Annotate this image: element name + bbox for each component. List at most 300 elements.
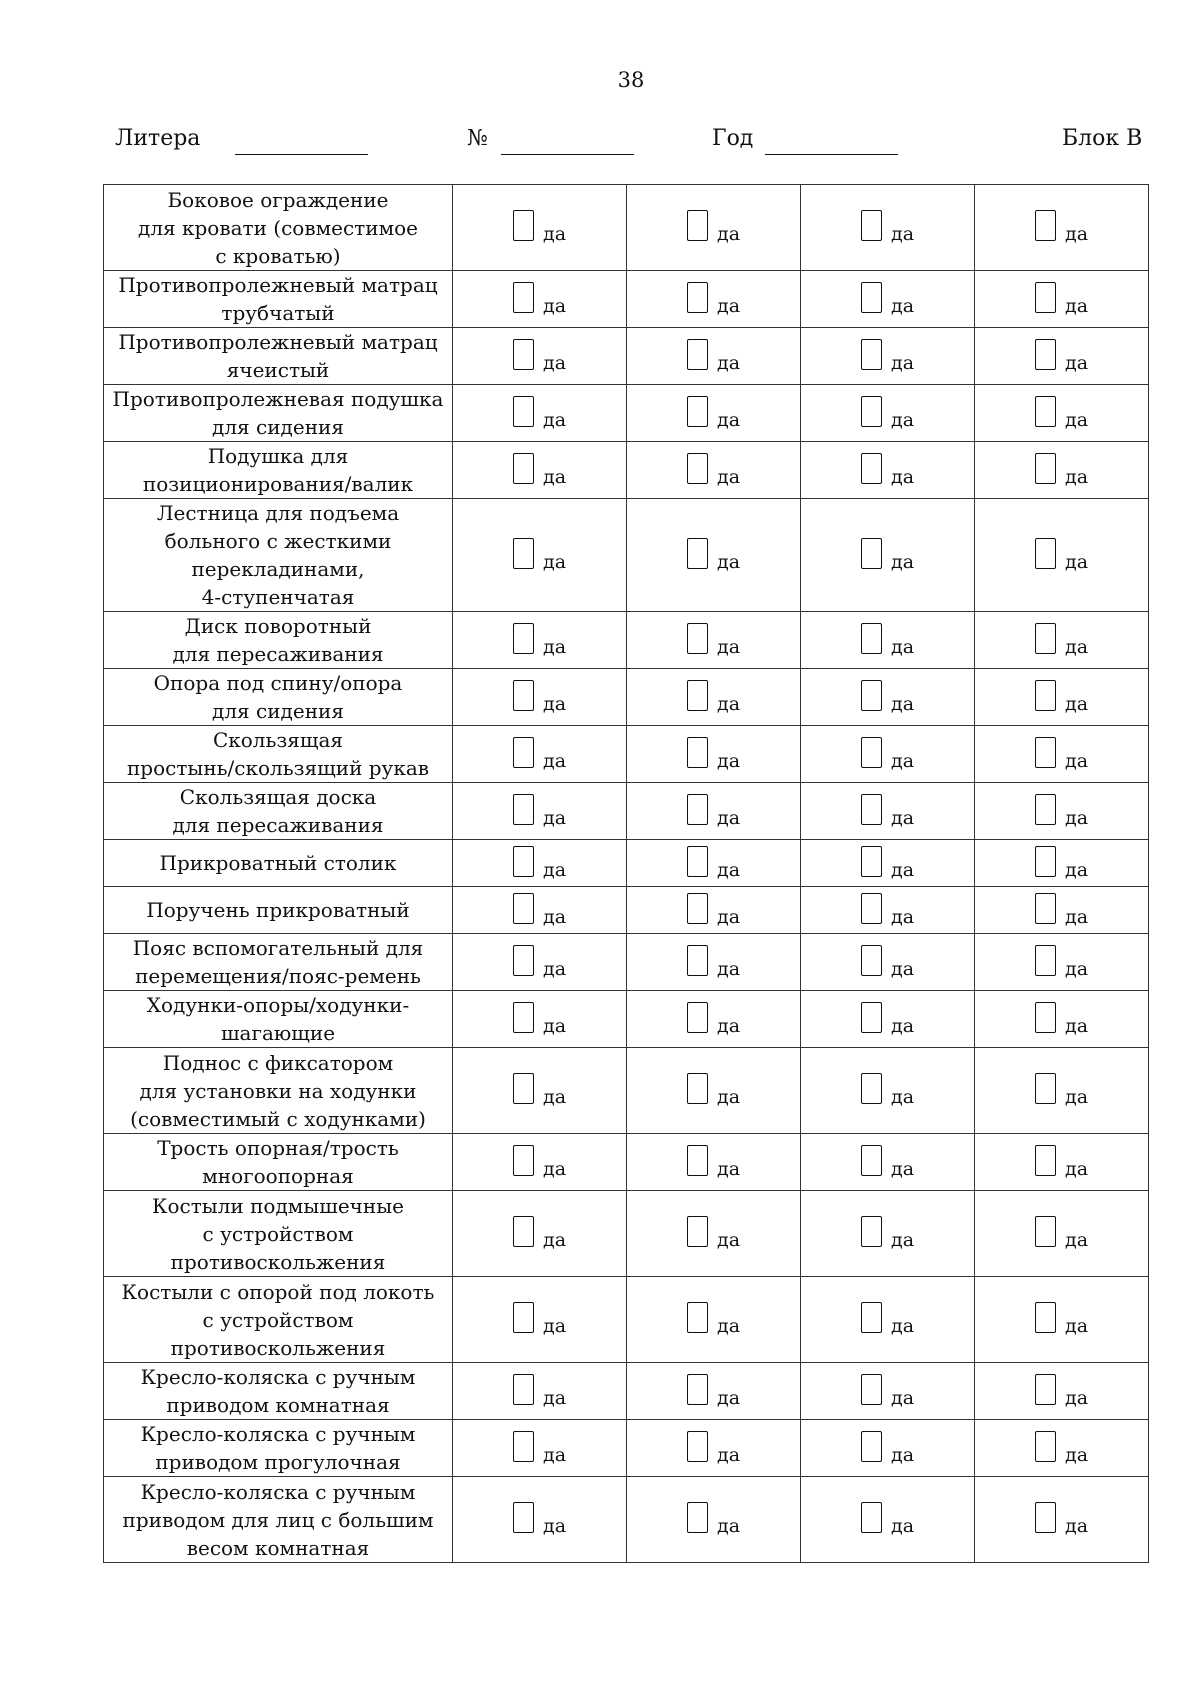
checkbox-square[interactable] [861, 1502, 882, 1533]
table-row [104, 840, 1149, 887]
yes-checkbox[interactable] [687, 1002, 741, 1037]
checkbox-label: да [717, 465, 741, 488]
yes-checkbox[interactable] [861, 1073, 915, 1108]
checkbox-label: да [543, 806, 567, 829]
yes-checkbox[interactable] [687, 538, 741, 573]
check-cell [627, 271, 801, 328]
item-name [104, 726, 453, 783]
checkbox-square[interactable] [687, 1216, 708, 1247]
checkbox-square[interactable] [513, 282, 534, 313]
checkbox-square[interactable] [861, 1002, 882, 1033]
checkbox-label: да [543, 957, 567, 980]
checkbox-square[interactable] [687, 453, 708, 484]
checkbox-square[interactable] [687, 1502, 708, 1533]
checkbox-square[interactable] [861, 737, 882, 768]
yes-checkbox[interactable] [1035, 1502, 1089, 1537]
yes-checkbox[interactable] [687, 794, 741, 829]
checkbox-square[interactable] [1035, 1216, 1056, 1247]
yes-checkbox[interactable] [513, 1302, 567, 1337]
yes-checkbox[interactable] [861, 538, 915, 573]
check-cell [801, 442, 975, 499]
yes-checkbox[interactable] [687, 846, 741, 881]
checkbox-square[interactable] [513, 893, 534, 924]
checkbox-square[interactable] [687, 1002, 708, 1033]
checkbox-square[interactable] [513, 1145, 534, 1176]
yes-checkbox[interactable] [1035, 623, 1089, 658]
checkbox-label: да [1065, 957, 1089, 980]
checkbox-square[interactable] [1035, 282, 1056, 313]
checkbox-label: да [543, 635, 567, 658]
check-cell [627, 1477, 801, 1563]
checkbox-square[interactable] [513, 1002, 534, 1033]
yes-checkbox[interactable] [513, 282, 567, 317]
yes-checkbox[interactable] [1035, 538, 1089, 573]
checkbox-label: да [891, 550, 915, 573]
item-name-line: для пересаживания [172, 642, 384, 666]
check-cell [975, 783, 1149, 840]
checkbox-square[interactable] [513, 453, 534, 484]
yes-checkbox[interactable] [687, 282, 741, 317]
checkbox-label: да [717, 550, 741, 573]
yes-checkbox[interactable] [1035, 680, 1089, 715]
table-row [104, 887, 1149, 934]
checkbox-label: да [1065, 351, 1089, 374]
checkbox-label: да [891, 1315, 915, 1337]
checkbox-square[interactable] [861, 893, 882, 924]
yes-checkbox[interactable] [687, 1302, 741, 1337]
checkbox-label: да [891, 294, 915, 317]
yes-checkbox[interactable] [1035, 1431, 1089, 1466]
item-name [104, 840, 453, 887]
checkbox-square[interactable] [861, 794, 882, 825]
checkbox-label: да [891, 1086, 915, 1108]
item-name [104, 991, 453, 1048]
checkbox-square[interactable] [861, 396, 882, 427]
checkbox-label: да [717, 1386, 741, 1409]
checkbox-square[interactable] [687, 623, 708, 654]
checkbox-square[interactable] [861, 846, 882, 877]
yes-checkbox[interactable] [1035, 1216, 1089, 1251]
table-row [104, 1048, 1149, 1134]
yes-checkbox[interactable] [687, 1145, 741, 1180]
checkbox-square[interactable] [687, 1145, 708, 1176]
yes-checkbox[interactable] [513, 680, 567, 715]
yes-checkbox[interactable] [513, 339, 567, 374]
checkbox-square[interactable] [1035, 794, 1056, 825]
checkbox-square[interactable] [861, 1431, 882, 1462]
yes-checkbox[interactable] [687, 1073, 741, 1108]
checkbox-square[interactable] [687, 1073, 708, 1104]
item-name-line: Прикроватный столик [159, 851, 397, 875]
checkbox-square[interactable] [1035, 1145, 1056, 1176]
checkbox-square[interactable] [513, 1431, 534, 1462]
check-cell [975, 669, 1149, 726]
checkbox-square[interactable] [861, 623, 882, 654]
check-cell [801, 726, 975, 783]
yes-checkbox[interactable] [687, 1502, 741, 1537]
yes-checkbox[interactable] [861, 794, 915, 829]
checkbox-square[interactable] [687, 396, 708, 427]
item-name-line: Диск поворотный [184, 614, 372, 638]
yes-checkbox[interactable] [861, 1374, 915, 1409]
checkbox-square[interactable] [513, 794, 534, 825]
checkbox-label: да [717, 957, 741, 980]
check-cell [975, 1477, 1149, 1563]
yes-checkbox[interactable] [687, 737, 741, 772]
item-name-line: с кроватью) [215, 243, 341, 268]
yes-checkbox[interactable] [1035, 282, 1089, 317]
item-name-line: Ходунки-опоры/ходунки- [146, 993, 410, 1017]
checkbox-label: да [891, 749, 915, 772]
checkbox-square[interactable] [687, 538, 708, 569]
item-name [104, 887, 453, 934]
yes-checkbox[interactable] [861, 1431, 915, 1466]
checkbox-label: да [717, 1157, 741, 1180]
checkbox-square[interactable] [861, 282, 882, 313]
check-cell [453, 1477, 627, 1563]
check-cell [453, 1191, 627, 1277]
yes-checkbox[interactable] [513, 846, 567, 881]
check-cell [975, 612, 1149, 669]
checkbox-square[interactable] [1035, 1073, 1056, 1104]
item-name-line: Противопролежневый матрац [118, 330, 438, 354]
check-cell [975, 887, 1149, 934]
yes-checkbox[interactable] [861, 846, 915, 881]
check-cell [975, 328, 1149, 385]
table-body [104, 185, 1149, 1563]
checkbox-square[interactable] [513, 339, 534, 370]
checkbox-square[interactable] [861, 453, 882, 484]
checkbox-square[interactable] [513, 623, 534, 654]
check-cell [801, 1477, 975, 1563]
item-name-line: 4-ступенчатая [201, 585, 355, 609]
checkbox-square[interactable] [513, 737, 534, 768]
checkbox-square[interactable] [861, 1216, 882, 1247]
check-cell [627, 726, 801, 783]
checkbox-square[interactable] [513, 396, 534, 427]
checkbox-square[interactable] [1035, 846, 1056, 877]
yes-checkbox[interactable] [1035, 1374, 1089, 1409]
check-cell [627, 783, 801, 840]
yes-checkbox[interactable] [687, 893, 741, 928]
checkbox-label: да [1065, 1086, 1089, 1108]
litera-label: Литера [115, 126, 201, 151]
checkbox-label: да [1065, 858, 1089, 881]
block-label: Блок В [1062, 126, 1143, 151]
yes-checkbox[interactable] [1035, 210, 1089, 245]
yes-checkbox[interactable] [687, 1216, 741, 1251]
checkbox-square[interactable] [861, 1145, 882, 1176]
checkbox-label: да [1065, 550, 1089, 573]
checkbox-square[interactable] [513, 1502, 534, 1533]
yes-checkbox[interactable] [513, 396, 567, 431]
checkbox-square[interactable] [861, 680, 882, 711]
table-row [104, 442, 1149, 499]
number-label: № [467, 126, 488, 151]
check-cell [975, 1420, 1149, 1477]
checkbox-square[interactable] [1035, 1002, 1056, 1033]
yes-checkbox[interactable] [861, 1145, 915, 1180]
checkbox-square[interactable] [1035, 339, 1056, 370]
checkbox-square[interactable] [687, 893, 708, 924]
checkbox-square[interactable] [1035, 680, 1056, 711]
checkbox-label: да [1065, 1157, 1089, 1180]
checkbox-square[interactable] [1035, 210, 1056, 241]
item-name [104, 442, 453, 499]
yes-checkbox[interactable] [513, 945, 567, 980]
checkbox-label: да [543, 749, 567, 772]
yes-checkbox[interactable] [1035, 794, 1089, 829]
checkbox-label: да [1065, 1229, 1089, 1251]
item-name [104, 185, 453, 271]
check-cell [453, 669, 627, 726]
check-cell [801, 991, 975, 1048]
checkbox-square[interactable] [861, 210, 882, 241]
item-name [104, 1191, 453, 1277]
item-name-line: для установки на ходунки [139, 1078, 417, 1103]
checkbox-label: да [891, 905, 915, 928]
table-row [104, 612, 1149, 669]
yes-checkbox[interactable] [513, 1374, 567, 1409]
check-cell [975, 934, 1149, 991]
yes-checkbox[interactable] [687, 1431, 741, 1466]
yes-checkbox[interactable] [861, 396, 915, 431]
checkbox-label: да [891, 465, 915, 488]
checkbox-square[interactable] [513, 1216, 534, 1247]
checkbox-square[interactable] [1035, 1302, 1056, 1333]
check-cell [975, 1191, 1149, 1277]
check-cell [627, 887, 801, 934]
item-name-line: с устройством [202, 1221, 354, 1246]
litera-field[interactable] [235, 154, 368, 155]
item-name-line: Трость опорная/трость [157, 1136, 399, 1160]
check-cell [627, 1363, 801, 1420]
checkbox-square[interactable] [861, 538, 882, 569]
table-row [104, 1477, 1149, 1563]
checkbox-label: да [717, 1443, 741, 1466]
checkbox-label: да [543, 1515, 567, 1537]
checkbox-square[interactable] [687, 1431, 708, 1462]
checkbox-label: да [891, 1443, 915, 1466]
item-name-line: для сидения [212, 699, 344, 723]
yes-checkbox[interactable] [1035, 1302, 1089, 1337]
yes-checkbox[interactable] [1035, 1073, 1089, 1108]
yes-checkbox[interactable] [513, 794, 567, 829]
yes-checkbox[interactable] [1035, 945, 1089, 980]
checkbox-square[interactable] [1035, 623, 1056, 654]
yes-checkbox[interactable] [1035, 1145, 1089, 1180]
checkbox-label: да [717, 858, 741, 881]
yes-checkbox[interactable] [513, 1502, 567, 1537]
checkbox-square[interactable] [513, 210, 534, 241]
item-name-line: Поручень прикроватный [146, 898, 410, 922]
checkbox-label: да [543, 1157, 567, 1180]
checkbox-square[interactable] [687, 282, 708, 313]
checkbox-square[interactable] [861, 1302, 882, 1333]
yes-checkbox[interactable] [861, 680, 915, 715]
checkbox-label: да [543, 408, 567, 431]
yes-checkbox[interactable] [861, 1302, 915, 1337]
item-name-line: (совместимый с ходунками) [130, 1106, 426, 1131]
yes-checkbox[interactable] [687, 396, 741, 431]
check-cell [627, 185, 801, 271]
item-name-line: перекладинами, [191, 557, 365, 581]
item-name-line: Лестница для подъема [156, 501, 400, 525]
check-cell [801, 887, 975, 934]
yes-checkbox[interactable] [513, 1145, 567, 1180]
yes-checkbox[interactable] [1035, 737, 1089, 772]
checkbox-square[interactable] [861, 1374, 882, 1405]
yes-checkbox[interactable] [513, 1216, 567, 1251]
checkbox-label: да [717, 223, 741, 245]
checkbox-square[interactable] [1035, 945, 1056, 976]
checkbox-label: да [891, 858, 915, 881]
checkbox-square[interactable] [687, 1374, 708, 1405]
checkbox-label: да [717, 1229, 741, 1251]
checkbox-square[interactable] [687, 794, 708, 825]
table-row [104, 271, 1149, 328]
checkbox-square[interactable] [1035, 453, 1056, 484]
yes-checkbox[interactable] [1035, 893, 1089, 928]
yes-checkbox[interactable] [513, 453, 567, 488]
checkbox-square[interactable] [513, 1073, 534, 1104]
check-cell [801, 1420, 975, 1477]
checkbox-square[interactable] [861, 339, 882, 370]
yes-checkbox[interactable] [1035, 846, 1089, 881]
item-name-line: Скользящая доска [179, 785, 377, 809]
check-cell [975, 726, 1149, 783]
check-cell [975, 271, 1149, 328]
checkbox-label: да [891, 1157, 915, 1180]
yes-checkbox[interactable] [861, 623, 915, 658]
check-cell [453, 1277, 627, 1363]
year-field[interactable] [765, 154, 898, 155]
yes-checkbox[interactable] [861, 893, 915, 928]
yes-checkbox[interactable] [861, 1002, 915, 1037]
yes-checkbox[interactable] [861, 282, 915, 317]
item-name-line: Пояс вспомогательный для [132, 936, 424, 960]
table-row [104, 991, 1149, 1048]
yes-checkbox[interactable] [687, 339, 741, 374]
item-name [104, 328, 453, 385]
yes-checkbox[interactable] [513, 737, 567, 772]
checkbox-label: да [717, 749, 741, 772]
yes-checkbox[interactable] [513, 893, 567, 928]
checkbox-square[interactable] [1035, 893, 1056, 924]
check-cell [975, 442, 1149, 499]
yes-checkbox[interactable] [513, 623, 567, 658]
checkbox-label: да [891, 957, 915, 980]
year-label: Год [712, 126, 754, 151]
checkbox-label: да [891, 351, 915, 374]
checkbox-label: да [1065, 749, 1089, 772]
yes-checkbox[interactable] [513, 1073, 567, 1108]
checkbox-square[interactable] [1035, 538, 1056, 569]
yes-checkbox[interactable] [687, 1374, 741, 1409]
yes-checkbox[interactable] [687, 623, 741, 658]
checkbox-label: да [543, 905, 567, 928]
yes-checkbox[interactable] [861, 210, 915, 245]
yes-checkbox[interactable] [861, 1216, 915, 1251]
checkbox-square[interactable] [513, 538, 534, 569]
table-row [104, 1134, 1149, 1191]
checkbox-square[interactable] [687, 680, 708, 711]
yes-checkbox[interactable] [687, 210, 741, 245]
checkbox-square[interactable] [1035, 1431, 1056, 1462]
checkbox-square[interactable] [1035, 1374, 1056, 1405]
checkbox-square[interactable] [513, 846, 534, 877]
checkbox-label: да [891, 806, 915, 829]
checkbox-square[interactable] [513, 680, 534, 711]
item-name-line: Противопролежневый матрац [118, 273, 438, 297]
checkbox-label: да [717, 905, 741, 928]
item-name-line: Подушка для [207, 444, 349, 468]
yes-checkbox[interactable] [861, 737, 915, 772]
checkbox-label: да [891, 1229, 915, 1251]
checkbox-square[interactable] [861, 945, 882, 976]
yes-checkbox[interactable] [513, 1431, 567, 1466]
yes-checkbox[interactable] [687, 453, 741, 488]
yes-checkbox[interactable] [1035, 453, 1089, 488]
yes-checkbox[interactable] [1035, 396, 1089, 431]
item-name-line: перемещения/пояс-ремень [135, 964, 421, 988]
check-cell [627, 991, 801, 1048]
check-cell [975, 185, 1149, 271]
check-cell [627, 840, 801, 887]
item-name-line: для сидения [212, 415, 344, 439]
item-name-line: шагающие [220, 1021, 336, 1045]
checkbox-label: да [717, 692, 741, 715]
checkbox-square[interactable] [687, 846, 708, 877]
yes-checkbox[interactable] [861, 453, 915, 488]
yes-checkbox[interactable] [513, 210, 567, 245]
yes-checkbox[interactable] [687, 945, 741, 980]
checkbox-label: да [1065, 692, 1089, 715]
check-cell [453, 1420, 627, 1477]
checkbox-square[interactable] [687, 1302, 708, 1333]
yes-checkbox[interactable] [861, 945, 915, 980]
checkbox-square[interactable] [1035, 1502, 1056, 1533]
item-name-line: Противопролежневая подушка [112, 387, 444, 411]
yes-checkbox[interactable] [861, 1502, 915, 1537]
checkbox-label: да [1065, 806, 1089, 829]
checkbox-label: да [1065, 1443, 1089, 1466]
checkbox-square[interactable] [687, 945, 708, 976]
checkbox-square[interactable] [513, 1374, 534, 1405]
yes-checkbox[interactable] [513, 1002, 567, 1037]
yes-checkbox[interactable] [1035, 339, 1089, 374]
checkbox-label: да [543, 550, 567, 573]
yes-checkbox[interactable] [1035, 1002, 1089, 1037]
yes-checkbox[interactable] [513, 538, 567, 573]
checkbox-square[interactable] [687, 737, 708, 768]
checkbox-square[interactable] [687, 339, 708, 370]
checkbox-square[interactable] [861, 1073, 882, 1104]
checkbox-square[interactable] [513, 1302, 534, 1333]
checkbox-square[interactable] [1035, 737, 1056, 768]
checkbox-square[interactable] [513, 945, 534, 976]
check-cell [975, 991, 1149, 1048]
number-field[interactable] [501, 154, 634, 155]
check-cell [453, 385, 627, 442]
yes-checkbox[interactable] [861, 339, 915, 374]
yes-checkbox[interactable] [687, 680, 741, 715]
checkbox-square[interactable] [687, 210, 708, 241]
item-name-line: многоопорная [202, 1164, 354, 1188]
checkbox-square[interactable] [1035, 396, 1056, 427]
item-name-line: противоскольжения [170, 1335, 386, 1360]
check-cell [453, 1363, 627, 1420]
